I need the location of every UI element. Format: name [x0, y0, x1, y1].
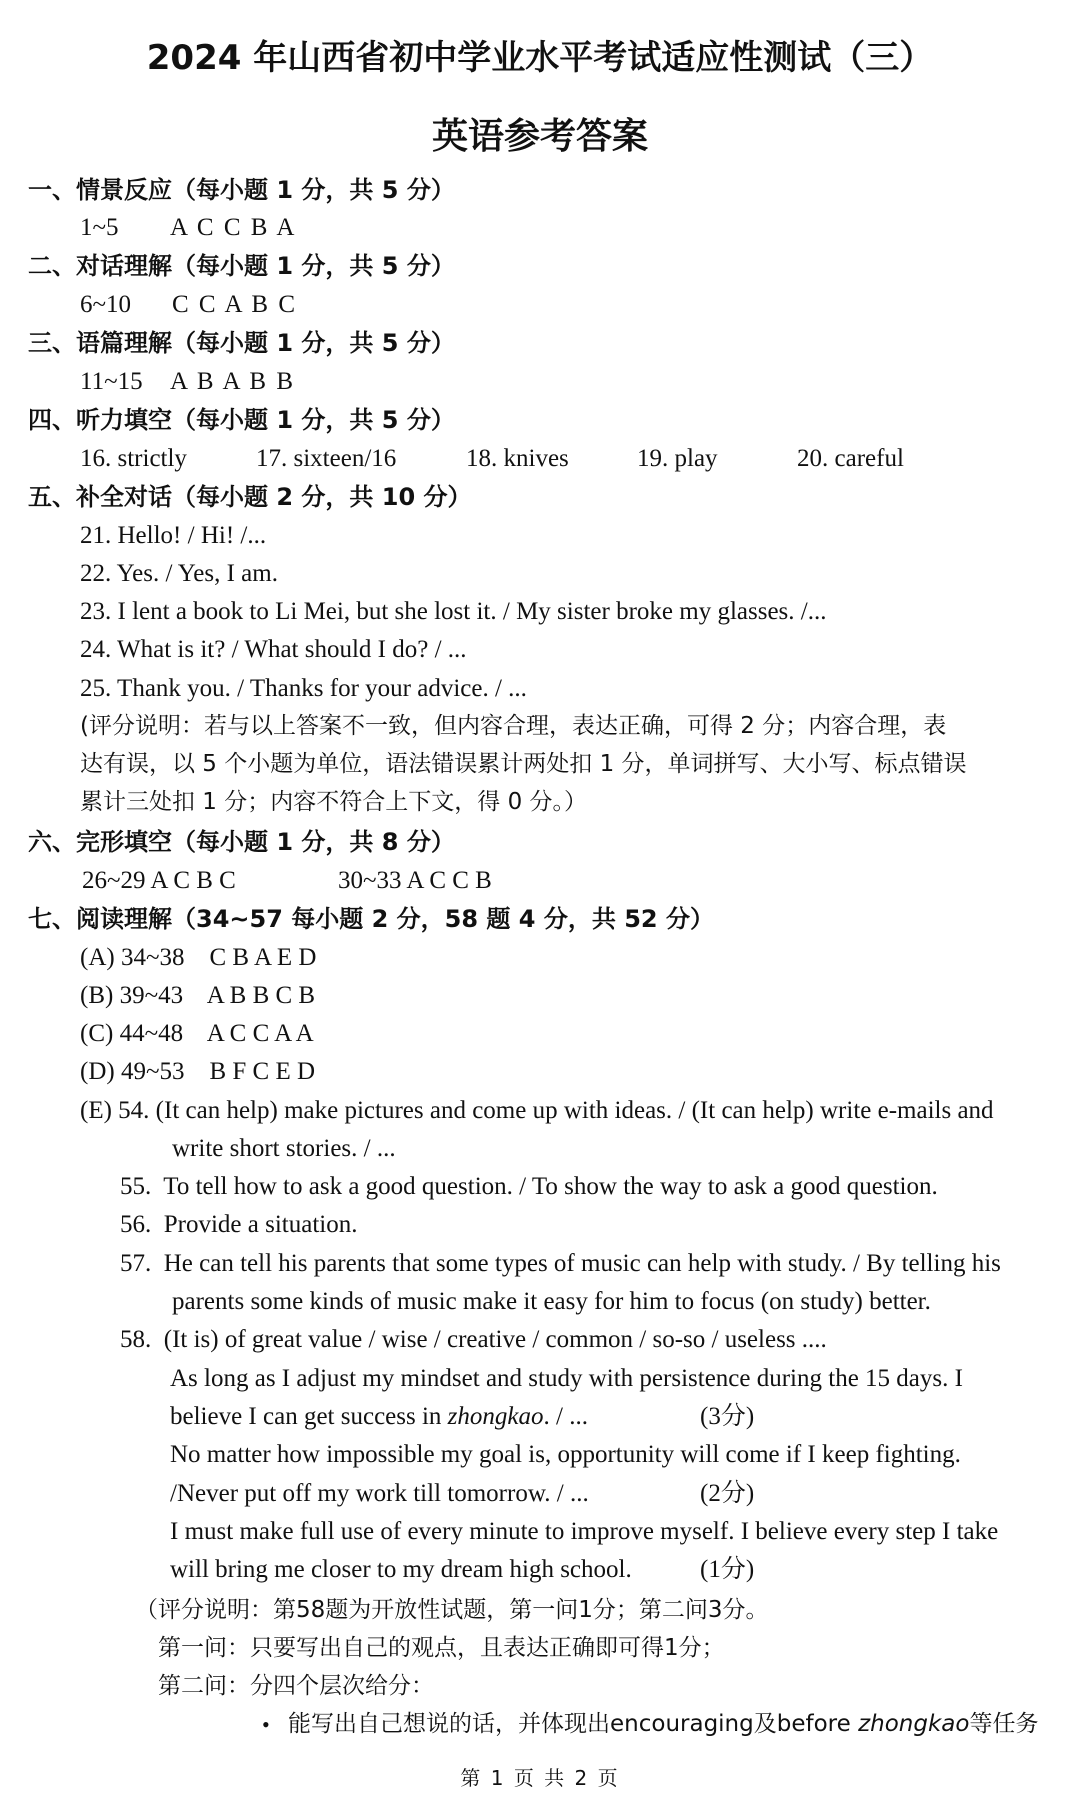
answer-item: (C) 44~48 A C C A A	[80, 1020, 314, 1047]
score-label: (1分)	[700, 1556, 755, 1583]
answer-item: 57. He can tell his parents that some types of music can help with study. / By telling his	[120, 1250, 1001, 1277]
grading-note: 第一问：只要写出自己的观点，且表达正确即可得1分；	[158, 1635, 725, 1661]
answer-item: 17. sixteen/16	[256, 445, 397, 472]
section-heading-6: 六、完形填空（每小题 1 分，共 8 分）	[28, 828, 455, 856]
answer-item: 18. knives	[466, 445, 569, 472]
grading-note: 累计三处扣 1 分；内容不符合上下文，得 0 分。）	[80, 789, 588, 815]
note-text: 等任务	[969, 1711, 1039, 1737]
page-subtitle: 英语参考答案	[431, 116, 648, 157]
score-label: (2分)	[700, 1480, 755, 1507]
grading-note: 第二问：分四个层次给分：	[158, 1673, 434, 1699]
answer-text: believe I can get success in	[170, 1403, 448, 1430]
answer-item: write short stories. / ...	[172, 1135, 396, 1162]
section-heading-7: 七、阅读理解（34~57 每小题 2 分，58 题 4 分，共 52 分）	[28, 905, 714, 933]
section-heading-3: 三、语篇理解（每小题 1 分，共 5 分）	[28, 329, 455, 357]
answer-item: 21. Hello! / Hi! /...	[80, 522, 267, 549]
answer-item: 56. Provide a situation.	[120, 1211, 358, 1238]
score-label: (3分)	[700, 1403, 755, 1430]
note-text-italic: zhongkao	[858, 1711, 970, 1737]
answer-item: 16. strictly	[80, 445, 187, 472]
grading-note: (评分说明：若与以上答案不一致，但内容合理，表达正确，可得 2 分；内容合理，表	[80, 713, 947, 739]
grading-note: 达有误，以 5 个小题为单位，语法错误累计两处扣 1 分，单词拼写、大小写、标点错误	[80, 751, 967, 777]
answer-range: 1~5	[80, 214, 119, 241]
answer-range: 11~15	[80, 368, 143, 395]
answer-item: 22. Yes. / Yes, I am.	[80, 560, 278, 587]
answer-text-italic: zhongkao	[447, 1403, 544, 1430]
answer-item: 58. (It is) of great value / wise / creative / common / so-so / useless ....	[120, 1326, 827, 1353]
answer-letters: A C C B A	[170, 214, 297, 241]
answer-item: 55. To tell how to ask a good question. / To show the way to ask a good question.	[120, 1173, 938, 1200]
grading-note: （评分说明：第58题为开放性试题，第一问1分；第二问3分。	[135, 1597, 769, 1623]
answer-letters: A B A B B	[170, 368, 295, 395]
answer-item: /Never put off my work till tomorrow. / ...	[170, 1480, 589, 1507]
answer-item	[170, 1402, 588, 1432]
answer-item: (A) 34~38 C B A E D	[80, 944, 317, 971]
note-text: 能写出自己想说的话，并体现出encouraging及before	[288, 1711, 859, 1737]
answer-item: As long as I adjust my mindset and study with persistence during the 15 days. I	[170, 1365, 963, 1392]
answer-item: No matter how impossible my goal is, opportunity will come if I keep fighting.	[170, 1441, 961, 1468]
answer-range: 6~10	[80, 291, 132, 318]
answer-item: 25. Thank you. / Thanks for your advice. / ...	[80, 675, 527, 702]
section-heading-5: 五、补全对话（每小题 2 分，共 10 分）	[28, 483, 472, 511]
answer-item: will bring me closer to my dream high school.	[170, 1556, 632, 1583]
answer-item: 24. What is it? / What should I do? / ...	[80, 636, 467, 663]
bullet-icon: •	[262, 1712, 270, 1737]
page-title: 2024 年山西省初中学业水平考试适应性测试（三）	[146, 38, 934, 78]
answer-item: 19. play	[637, 445, 718, 472]
section-heading-4: 四、听力填空（每小题 1 分，共 5 分）	[28, 406, 455, 434]
answer-item: (E) 54. (It can help) make pictures and come up with ideas. / (It can help) write e-mails and	[80, 1097, 994, 1124]
answer-text: . / ...	[543, 1403, 588, 1430]
section-heading-1: 一、情景反应（每小题 1 分，共 5 分）	[28, 176, 455, 204]
answer-item: (D) 49~53 B F C E D	[80, 1058, 316, 1085]
answer-item: 26~29 A C B C	[82, 867, 236, 894]
grading-note	[288, 1709, 1038, 1739]
answer-item: (B) 39~43 A B B C B	[80, 982, 316, 1009]
answer-letters: C C A B C	[172, 291, 297, 318]
section-heading-2: 二、对话理解（每小题 1 分，共 5 分）	[28, 252, 455, 280]
answer-item: parents some kinds of music make it easy for him to focus (on study) better.	[172, 1288, 931, 1315]
page-footer: 第 1 页 共 2 页	[460, 1766, 620, 1790]
answer-item: 30~33 A C C B	[338, 867, 492, 894]
answer-item: I must make full use of every minute to improve myself. I believe every step I take	[170, 1518, 999, 1545]
answer-item: 20. careful	[797, 445, 904, 472]
answer-item: 23. I lent a book to Li Mei, but she lost it. / My sister broke my glasses. /...	[80, 598, 827, 625]
